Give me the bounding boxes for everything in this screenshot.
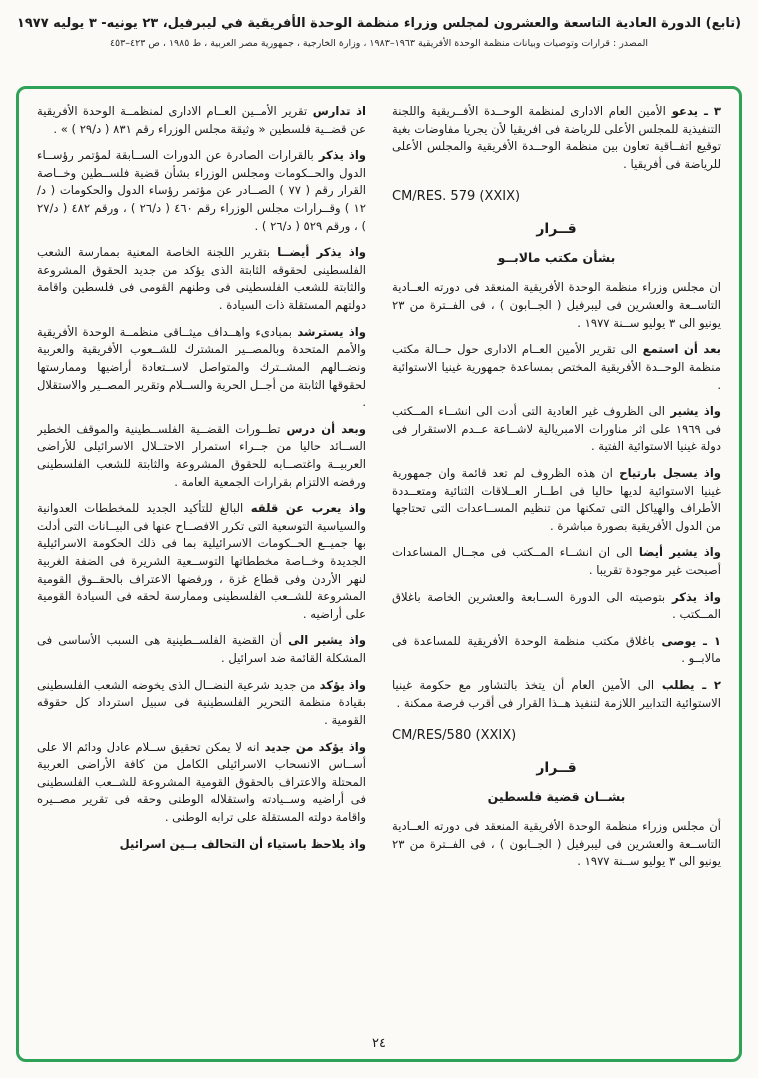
paragraph-lead: واذ يعرب عن قلقه: [243, 501, 366, 516]
two-column-body: [37, 103, 721, 1031]
paragraph: [37, 836, 366, 854]
paragraph-lead: واذ يذكر: [313, 148, 366, 163]
paragraph-text: ان هذه الظروف لم تعد قائمة وان جمهورية غينيا الاستوائية لديها حاليا فى اطــار العــلاقات الثنائية ومتعــددة الأطراف والهياكل التى تمكنها من تنظيم المســاعدات التى تحتاجها من الدول الأفريقية بصورة مباشرة .: [392, 465, 721, 533]
paragraph-lead: وبعد أن درس: [280, 421, 366, 436]
paragraph-lead: واذ يشير: [665, 404, 721, 419]
paragraph: [392, 465, 721, 535]
paragraph-text: الى ان انشــاء المــكتب فى مجــال المساعدات أصبحت غير موجودة تقريبا .: [392, 545, 721, 577]
paragraph-text: ان مجلس وزراء منظمة الوحدة الأفريقية المنعقد فى دورته العــادية التاســعة والعشرين فى ليبرفيل ( الجــابون ) ، فى الفــترة من ٢٣ يونيو الى ٣ يوليو ســنة ١٩٧٧ .: [392, 280, 721, 330]
paragraph-text: أن القضية الفلســطينية هى السبب الأساسى فى المشكلة القائمة ضد اسرائيل .: [37, 633, 366, 666]
paragraph: [37, 500, 366, 623]
paragraph: [392, 544, 721, 579]
paragraph: [37, 244, 366, 314]
resolution-subtitle: بشأن مكتب مالابــو: [497, 250, 616, 266]
green-border-frame: [16, 86, 742, 1062]
paragraph-lead: اذ تدارس: [307, 104, 366, 118]
paragraph-lead: بعد أن استمع: [637, 342, 721, 357]
paragraph-text: من جديد شرعية النضــال الذى يخوضه الشعب الفلسطينى بقيادة منظمة التحرير الفلسطينية فى سبيل استرداد كل حقوقه القومية .: [37, 677, 366, 727]
paragraph-lead: واذ يسترشد: [291, 324, 366, 339]
paragraph: [37, 421, 366, 491]
paragraph-lead: واذ يؤكد من جديد: [259, 739, 366, 754]
page-number: ٢٤: [372, 1036, 386, 1051]
paragraph: [392, 341, 721, 394]
paragraph: [37, 739, 366, 827]
page-header: [0, 0, 758, 49]
resolution-title: قــرار: [536, 221, 577, 238]
paragraph-lead: واذ يشير الى: [281, 633, 366, 648]
paragraph-text: تقرير الأمــين العــام الادارى لمنظمــة الوحدة الأفريقية عن قضــية فلسطين « وثيقة مجلس الوزراء رقم ٨٣١ ( د/٢٩ ) » .: [37, 104, 366, 136]
paragraph-text: انه لا يمكن تحقيق ســلام عادل ودائم الا على أســاس الانسحاب الاسرائيلى الكامل من كافة الأراضى العربية المحتلة والاعتراف بالحقوق القومية المشروعة للشــعب الفلسطينى فى أراضيه وســيادته واستقلاله الوطنى وحقه فى تقرير مصــيره واقامة دولته المستقلة على ترابه الوطنى .: [37, 739, 366, 824]
paragraph: [392, 403, 721, 456]
paragraph: [37, 632, 366, 667]
paragraph-text: الى الظروف غير العادية التى أدت الى انشــاء المــكتب فى ١٩٦٩ على اثر مناورات الامبريالية لاشــاعة عــدم الاستقرار فى دولة غينيا الاستوائية الفتية .: [392, 404, 721, 454]
paragraph-lead: واذ يلاحظ باستياء أن التحالف بــين اسرائيل: [119, 836, 366, 851]
paragraph: [37, 147, 366, 235]
paragraph-lead: واذ يسجل بارتياح: [612, 465, 721, 480]
right-column: [392, 103, 721, 1031]
resolution-title: قــرار: [536, 760, 577, 776]
paragraph-text: البالغ للتأكيد الجديد للمخططات العدوانية والسياسية التوسعية التى تكرر الافصــاح عنها فى البيــانات التى أدلت بها جميــع الحــكومات الاسرائيلية بما فى ذلك الحكومة الاسرائيلية الجديدة وخــاصة مخططاتها التوســعية الشريرة فى الضفة الغربية لنهر الأردن وفى قطاع غزة ، ورفضها الاعتراف بالحقــوق القومية المشروعة للشــعب الفلسطينى وممارسة لحقه فى السيادة القومية على أراضيه .: [37, 501, 366, 621]
paragraph: [37, 103, 366, 138]
paragraph: أن مجلس وزراء منظمة الوحدة الأفريقية المنعقد فى دورته العــادية التاســعة والعشرين فى ليبرفيل ( الجــابون ) ، فى الفــترة من ٢٣ يونيو الى ٣ يوليو ســنة ١٩٧٧ .: [392, 819, 721, 869]
paragraph-text: الى الأمين العام أن يتخذ بالتشاور مع حكومة غينيا الاستوائية التدابير اللازمة لتنفيذ هــذا القرار فى أقرب فرصة ممكنة .: [392, 678, 721, 710]
paragraph-lead: واذ يذكر أيضــا: [269, 245, 366, 260]
header-source-line: المصدر : قرارات وتوصيات وبيانات منظمة الوحدة الأفريقية ١٩٦٣–١٩٨٣ ، وزارة الخارجية ، جمهورية مصر العربية ، ط ١٩٨٥ ، ص ٤٢٣–٤٥٣: [109, 38, 649, 49]
paragraph-lead: ٢ ـ يطلب: [654, 678, 721, 693]
paragraph-text: الى تقرير الأمين العــام الادارى حول حــالة مكتب منظمة الوحــدة الأفريقية المختص بمساعدة جمهورية غينيا الاستوائية .: [392, 342, 721, 392]
paragraph-text: تطــورات القضــية الفلســطينية والموقف الخطير الســائد حاليا من جــراء استمرار الاحتــلال الاسرائيلى للأراضى العربيــة واغتصــابه للحقوق المشروعة والثابتة للشعب الفلسطينى ورفضه الالتزام بقرارات الجمعية العامة .: [37, 421, 366, 489]
paragraph-text: باغلاق مكتب منظمة الوحدة الأفريقية للمساعدة فى مالابــو .: [392, 633, 721, 666]
paragraph: [37, 677, 366, 730]
paragraph-text: بمبادىء واهــداف ميثــاقى منظمــة الوحدة الأفريقية والأمم المتحدة وبالمصــير المشترك للشــعوب الأفريقية والعربية ونضــالهم المشــترك والمتواصل لاســتعادة أراضيها وممارستها لحقوقها الثابتة من أجــل الحرية والســلام وتقرير المصــير والاستقلال .: [37, 324, 366, 410]
paragraph-lead: ٣ ـ يدعو: [665, 104, 721, 118]
paragraph-lead: ١ ـ يوصى: [654, 633, 721, 648]
paragraph: [37, 324, 366, 412]
paragraph-text: بالقرارات الصادرة عن الدورات الســابقة لمؤتمر رؤســاء الدول والحــكومات ومجلس الوزراء بشأن قضية فلســطين وخــاصة القرار رقم ( ٧٧ ) الصــادر عن مؤتمر رؤساء الدول والحكومات ( د/١٢ ) وقــرارات مجلس الوزراء رقم ٤٦٠ ( د/٢٦ ) ، ورقم ٤٨٢ ( د/٢٧ ) ، ورقم ٥٢٩ ( د/٢٦ ) .: [37, 148, 366, 233]
paragraph: [392, 589, 721, 624]
left-column: [37, 103, 366, 1031]
paragraph-lead: واذ يشير أيضا: [632, 545, 721, 560]
paragraph-lead: واذ يذكر: [665, 589, 721, 604]
header-title: (تابع) الدورة العادية التاسعة والعشرون لمجلس وزراء منظمة الوحدة الأفريقية في ليبرفيل، ٢٣ يونيه- ٣ يوليه ١٩٧٧: [16, 16, 742, 31]
paragraph-text: بتوصيته الى الدورة الســابعة والعشرين الخاصة باغلاق المــكتب .: [392, 589, 721, 622]
operative-paragraph: [392, 633, 721, 668]
resolution-subtitle: بشــان قضية فلسطين: [487, 789, 626, 805]
operative-paragraph: [392, 677, 721, 712]
paragraph-lead: واذ يؤكد: [315, 677, 366, 692]
resolution-code: CM/RES/580 (XXIX): [392, 728, 517, 744]
resolution-code: CM/RES. 579 (XXIX): [392, 189, 521, 205]
paragraph: [392, 103, 721, 173]
paragraph-text: الأمين العام الادارى لمنظمة الوحــدة الأفــريقية واللجنة التنفيذية للمجلس الأعلى للرياضة فى افريقيا لأن يجريا مفاوضات بغية توقيع اتفــاقية تعاون بين منظمة الوحــدة الأفريقية والمجلس الأعلى للرياضة فى أفريقيا .: [392, 104, 721, 171]
paragraph-text: بتقرير اللجنة الخاصة المعنية بممارسة الشعب الفلسطينى لحقوقه الثابتة الذى يؤكد من جديد الحقوق المشروعة والثابتة للشعب الفلسطينى فى وطنهم القومى فى فلسطين واقامة دولتهم المستقلة ذات السيادة .: [37, 245, 366, 313]
paragraph: [392, 279, 721, 332]
